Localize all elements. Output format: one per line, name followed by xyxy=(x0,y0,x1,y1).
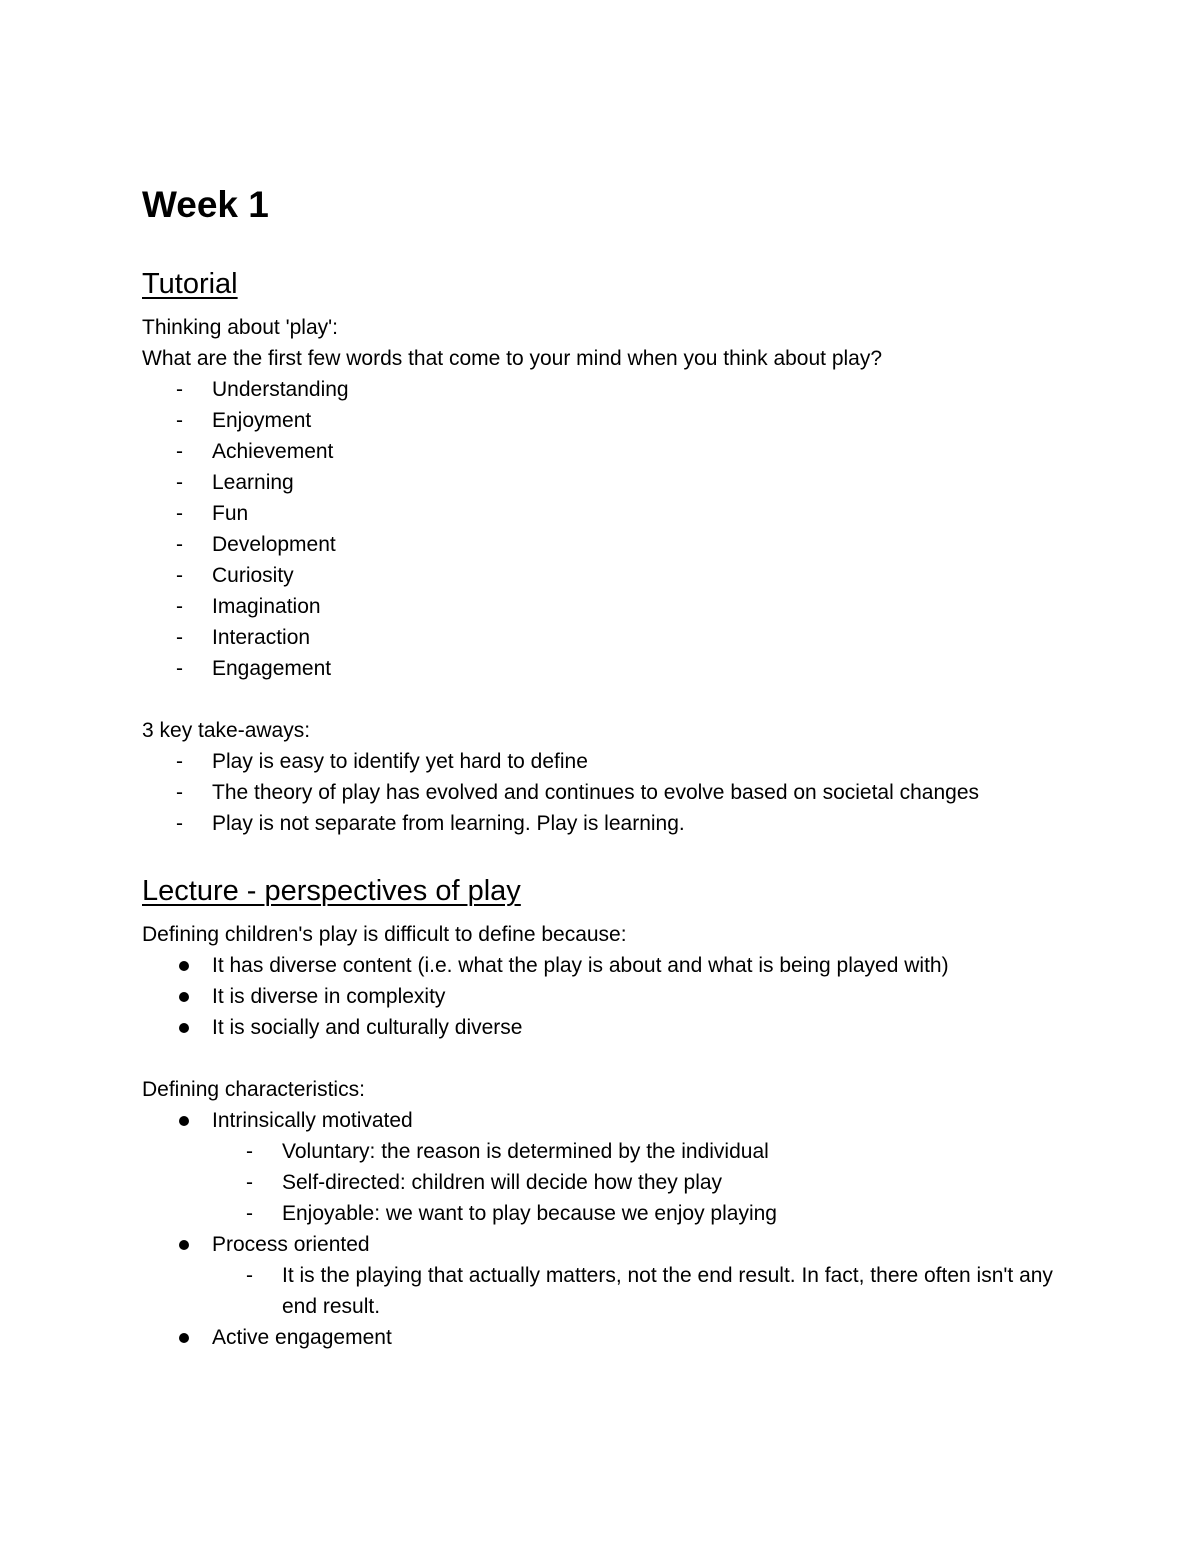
sub-list-item xyxy=(212,1167,1080,1198)
list-item xyxy=(142,808,1080,839)
list-item-text: Imagination xyxy=(212,595,321,618)
dash-marker: - xyxy=(176,471,183,494)
list-item-text: Fun xyxy=(212,502,249,525)
list-item xyxy=(142,622,1080,653)
list-item xyxy=(142,981,1080,1012)
dash-marker: - xyxy=(176,781,183,804)
tutorial-heading: Tutorial xyxy=(142,268,238,300)
tutorial-intro-line-1: Thinking about 'play': xyxy=(142,316,338,339)
sub-list-item-text: Voluntary: the reason is determined by the individual xyxy=(282,1140,769,1163)
dash-marker: - xyxy=(176,378,183,401)
list-item xyxy=(142,1012,1080,1043)
sub-list-item xyxy=(212,1260,1080,1322)
blank-line xyxy=(142,684,1080,715)
sub-list xyxy=(212,1136,1080,1229)
list-item xyxy=(142,950,1080,981)
sub-list xyxy=(212,1260,1080,1322)
takeaways-list xyxy=(142,746,1080,839)
sub-list-item-text: Self-directed: children will decide how they play xyxy=(282,1171,723,1194)
list-item-text: Play is not separate from learning. Play is learning. xyxy=(212,812,685,835)
characteristics-list xyxy=(142,1105,1080,1353)
list-item xyxy=(142,498,1080,529)
list-item xyxy=(142,1229,1080,1322)
dash-marker: - xyxy=(246,1140,253,1163)
list-item-text: It is diverse in complexity xyxy=(212,985,446,1008)
list-item xyxy=(142,1105,1080,1229)
sub-list-item-text: It is the playing that actually matters, not the end result. In fact, there often isn't any end result. xyxy=(282,1264,1053,1318)
tutorial-intro-line-2: What are the first few words that come to your mind when you think about play? xyxy=(142,347,883,370)
list-item-text: Process oriented xyxy=(212,1233,370,1256)
sub-list-item xyxy=(212,1198,1080,1229)
bullet-icon xyxy=(179,1023,189,1033)
characteristics-label: Defining characteristics: xyxy=(142,1078,365,1101)
list-item-text: Achievement xyxy=(212,440,334,463)
list-item xyxy=(142,560,1080,591)
list-item-text: The theory of play has evolved and continues to evolve based on societal changes xyxy=(212,781,980,804)
list-item xyxy=(142,653,1080,684)
dash-marker: - xyxy=(176,750,183,773)
bullet-icon xyxy=(179,992,189,1002)
list-item-text: It is socially and culturally diverse xyxy=(212,1016,523,1039)
defining-intro: Defining children's play is difficult to define because: xyxy=(142,923,627,946)
dash-marker: - xyxy=(176,595,183,618)
lecture-heading: Lecture - perspectives of play xyxy=(142,875,521,907)
list-item xyxy=(142,529,1080,560)
list-item-text: Understanding xyxy=(212,378,349,401)
bullet-icon xyxy=(179,1240,189,1250)
blank-line xyxy=(142,1043,1080,1074)
list-item xyxy=(142,436,1080,467)
dash-marker: - xyxy=(176,440,183,463)
reasons-list xyxy=(142,950,1080,1043)
list-item-text: Development xyxy=(212,533,336,556)
sub-list-item-text: Enjoyable: we want to play because we enjoy playing xyxy=(282,1202,777,1225)
document-title: Week 1 xyxy=(142,184,269,225)
list-item-text: Curiosity xyxy=(212,564,294,587)
dash-marker: - xyxy=(176,502,183,525)
takeaways-label: 3 key take-aways: xyxy=(142,719,311,742)
bullet-icon xyxy=(179,1333,189,1343)
bullet-icon xyxy=(179,961,189,971)
list-item-text: Interaction xyxy=(212,626,311,649)
list-item-text: Enjoyment xyxy=(212,409,312,432)
dash-marker: - xyxy=(176,533,183,556)
list-item xyxy=(142,1322,1080,1353)
play-words-list xyxy=(142,374,1080,684)
dash-marker: - xyxy=(246,1202,253,1225)
bullet-icon xyxy=(179,1116,189,1126)
dash-marker: - xyxy=(176,409,183,432)
list-item xyxy=(142,746,1080,777)
list-item-text: Active engagement xyxy=(212,1326,392,1349)
list-item xyxy=(142,405,1080,436)
list-item-text: Intrinsically motivated xyxy=(212,1109,413,1132)
dash-marker: - xyxy=(246,1264,253,1287)
list-item-text: Play is easy to identify yet hard to define xyxy=(212,750,588,773)
dash-marker: - xyxy=(176,564,183,587)
dash-marker: - xyxy=(176,657,183,680)
list-item-text: Learning xyxy=(212,471,294,494)
sub-list-item xyxy=(212,1136,1080,1167)
list-item-text: Engagement xyxy=(212,657,332,680)
list-item-text: It has diverse content (i.e. what the play is about and what is being played with) xyxy=(212,954,949,977)
list-item xyxy=(142,467,1080,498)
dash-marker: - xyxy=(246,1171,253,1194)
list-item xyxy=(142,591,1080,622)
dash-marker: - xyxy=(176,626,183,649)
dash-marker: - xyxy=(176,812,183,835)
list-item xyxy=(142,374,1080,405)
list-item xyxy=(142,777,1080,808)
